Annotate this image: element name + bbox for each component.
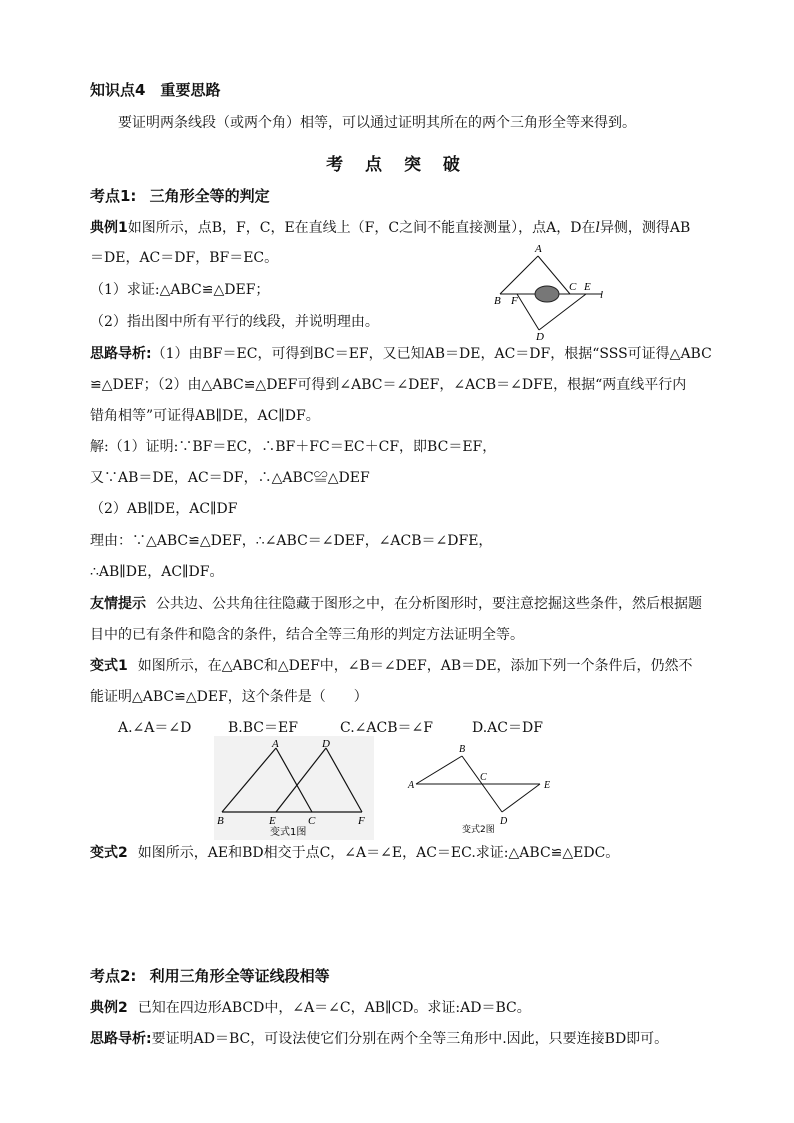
analysis2-label: 思路导析: <box>90 1031 152 1047</box>
var2-label-e: E <box>544 780 551 791</box>
fig1-label-d: D <box>536 331 544 342</box>
variant2-figure <box>404 740 564 840</box>
example1-text1-end: 异侧，测得AB <box>599 220 691 236</box>
topic2-heading <box>90 966 330 986</box>
section-title: 考 点 突 破 <box>326 155 468 175</box>
variant1-figure <box>214 736 374 840</box>
example1-line1 <box>90 218 690 238</box>
segment-de <box>502 784 540 812</box>
variant2-label: 变式2 <box>90 845 128 861</box>
segment-ab <box>500 256 538 294</box>
solution1-line2: 又∵AB＝DE，AC＝DF，∴△ABC≌△DEF <box>90 470 370 486</box>
example2-text: 已知在四边形ABCD中，∠A＝∠C，AB∥CD。求证:AD＝BC。 <box>137 1000 531 1016</box>
variant2-text: 如图所示，AE和BD相交于点C，∠A＝∠E，AC＝EC.求证:△ABC≌△EDC。 <box>137 845 620 861</box>
example1-q2: （2）指出图中所有平行的线段，并说明理由。 <box>90 314 379 330</box>
var2-label-c: C <box>480 772 487 783</box>
var2-label-d: D <box>500 816 508 827</box>
topic1-label: 考点1: <box>90 187 137 205</box>
solution1-line1: 解:（1）证明:∵BF＝EC，∴BF＋FC＝EC＋CF，即BC＝EF， <box>90 439 497 455</box>
example1-figure <box>484 238 614 342</box>
fig1-label-c: C <box>569 281 577 293</box>
example1-var-l: l <box>595 220 600 236</box>
variant1-option-d: D.AC＝DF <box>472 720 543 736</box>
topic1-title: 三角形全等的判定 <box>149 187 270 205</box>
obstacle-shape <box>535 286 559 302</box>
analysis1-line1 <box>90 344 712 364</box>
tip-text1: 公共边、公共角往往隐藏于图形之中，在分析图形时，要注意挖掘这些条件，然后根据题 <box>156 596 702 612</box>
var1-label-b: B <box>217 815 224 827</box>
var1-label-a: A <box>272 738 279 750</box>
example2-label: 典例2 <box>90 1000 128 1016</box>
variant2-fig-caption: 变式2图 <box>462 825 495 835</box>
var1-label-f: F <box>358 815 365 827</box>
solution1-line4: 理由：∵△ABC≌△DEF，∴∠ABC＝∠DEF，∠ACB＝∠DFE， <box>90 533 493 549</box>
variant1-option-c: C.∠ACB＝∠F <box>340 720 433 736</box>
fig1-label-l: l <box>600 289 604 301</box>
tip-line2: 目中的已有条件和隐含的条件，结合全等三角形的判定方法证明全等。 <box>90 627 524 643</box>
var1-label-c: C <box>308 815 316 827</box>
segment-ab <box>416 756 462 784</box>
kp4-heading: 知识点4 重要思路 <box>90 81 221 99</box>
analysis1-line2: ≌△DEF；（2）由△ABC≌△DEF可得到∠ABC＝∠DEF，∠ACB＝∠DFE，根据“两直线平行内 <box>90 377 687 393</box>
example1-text1: 如图所示，点B，F，C，E在直线上（F，C之间不能直接测量），点A，D在 <box>127 220 596 236</box>
example1-label: 典例1 <box>90 220 128 236</box>
solution1-line3: （2）AB∥DE，AC∥DF <box>90 501 238 517</box>
analysis1-line3: 错角相等”可证得AB∥DE，AC∥DF。 <box>90 408 320 424</box>
tip-line1 <box>90 594 702 614</box>
variant1-text1: 如图所示，在△ABC和△DEF中，∠B＝∠DEF，AB＝DE，添加下列一个条件后，仍然不 <box>137 658 693 674</box>
variant1-line1 <box>90 656 693 676</box>
kp4-text: 要证明两条线段（或两个角）相等，可以通过证明其所在的两个三角形全等来得到。 <box>118 115 636 131</box>
analysis1-label: 思路导析: <box>90 346 152 362</box>
var2-label-a: A <box>408 780 415 791</box>
var1-label-d: D <box>322 738 330 750</box>
variant1-option-a: A.∠A＝∠D <box>118 720 192 736</box>
analysis1-text1: （1）由BF＝EC，可得到BC＝EF，又已知AB＝DE，AC＝DF，根据“SSS可证得△ABC <box>151 346 712 362</box>
fig1-label-f: F <box>511 295 518 307</box>
variant1-option-b: B.BC＝EF <box>228 720 298 736</box>
example1-line2: ＝DE，AC＝DF，BF＝EC。 <box>90 250 279 266</box>
variant1-line2: 能证明△ABC≌△DEF，这个条件是（ ） <box>90 689 368 705</box>
fig1-label-e: E <box>584 281 591 293</box>
example1-q1: （1）求证:△ABC≌△DEF； <box>90 282 270 298</box>
analysis2-line <box>90 1029 668 1049</box>
variant1-fig-caption: 变式1图 <box>270 827 307 838</box>
topic2-title: 利用三角形全等证线段相等 <box>149 967 330 985</box>
topic2-label: 考点2: <box>90 967 137 985</box>
fig1-label-a: A <box>535 243 542 255</box>
tip-label: 友情提示 <box>90 596 146 612</box>
var1-label-e: E <box>269 815 276 827</box>
topic1-heading <box>90 186 270 206</box>
example2-line <box>90 998 531 1018</box>
variant1-label: 变式1 <box>90 658 128 674</box>
var2-label-b: B <box>459 744 466 755</box>
analysis2-text: 要证明AD＝BC，可设法使它们分别在两个全等三角形中.因此，只要连接BD即可。 <box>151 1031 669 1047</box>
variant2-line <box>90 843 619 863</box>
segment-fd <box>517 294 539 330</box>
solution1-line5: ∴AB∥DE，AC∥DF。 <box>90 564 224 580</box>
fig1-label-b: B <box>494 295 501 307</box>
